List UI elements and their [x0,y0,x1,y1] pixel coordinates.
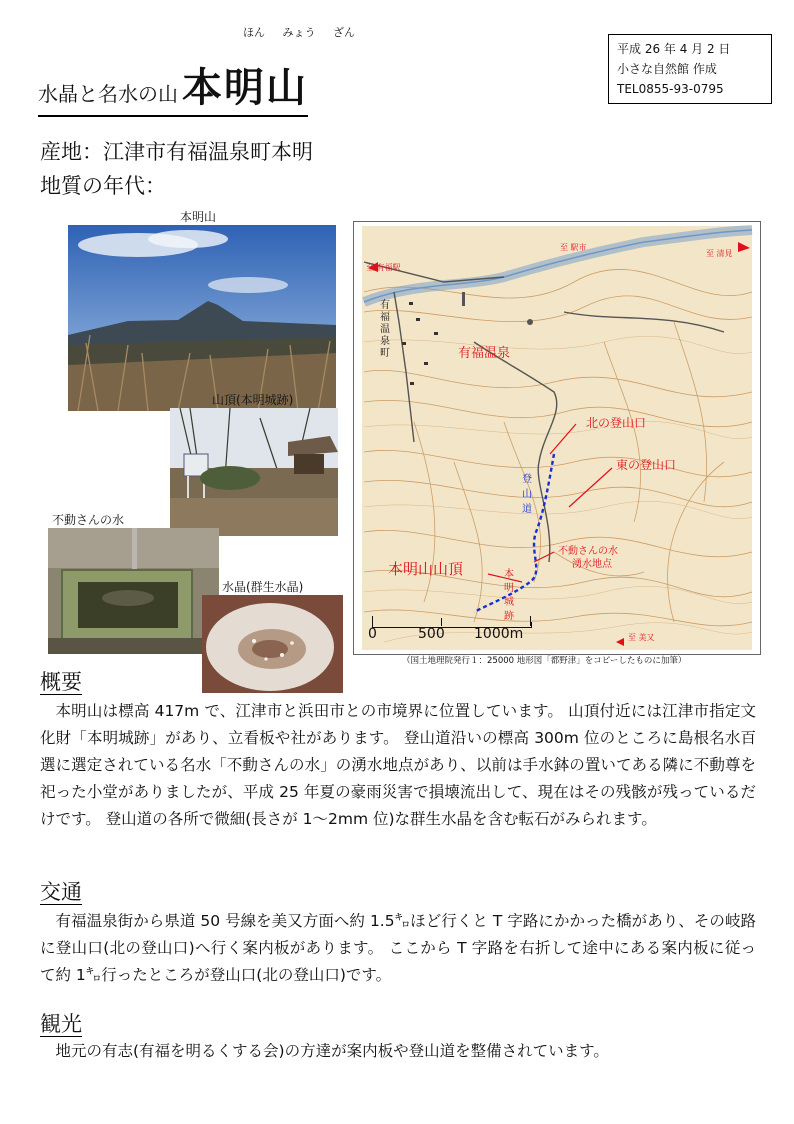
map-label-to-mimata: 至 美又 [628,633,655,642]
access-text: 有福温泉街から県道 50 号線を美又方面へ約 1.5㌔ほど行くと T 字路にかかった橋があり、その岐路に登山口(北の登山口)へ行く案内板があります。 ここから T 字路を右折して途中にある案内板に従って約 1㌔行ったところが登山口(北の登山口)です。 [40,912,756,984]
map-scale-1000: 1000m [474,626,524,642]
map-label-route: 登山道 [522,474,532,515]
info-date: 平成 26 年 4 月 2 日 [617,42,731,56]
map-label-fudo-water: 不動さんの水 [558,546,618,557]
crystal-photo [202,595,343,693]
map-label-to-arifuku: 至 有福駅 [366,263,401,272]
geologic-age-line: 地質の年代： [40,174,166,198]
map-label-east-trailhead: 東の登山口 [616,458,677,472]
locality-line: 産地：江津市有福温泉町本明 [40,140,313,164]
info-box [608,34,772,104]
map-scale-zero: 0 [368,626,377,642]
summit-photo [170,408,338,536]
map-source-note: （国土地理院発行１：25000 地形図「都野津」をコピーしたものに加筆） [402,656,687,666]
map-label-summit: 本明山山頂 [388,560,464,578]
summit-photo-caption: 山頂(本明城跡) [212,393,294,407]
water-photo-caption: 不動さんの水 [52,513,125,527]
page-title: 本明山 [182,65,308,111]
tourism-heading: 観光 [40,1012,82,1036]
title-furigana: ほん みょう ざん [243,26,355,39]
tourism-text: 地元の有志(有福を明るくする会)の方達が案内板や登山道を整備されています。 [55,1042,609,1060]
mountain-photo [68,225,336,411]
mountain-photo-caption: 本明山 [180,210,217,224]
info-author: 小さな自然館 作成 [617,62,717,76]
map-label-town: 有福温泉町 [380,300,390,359]
map-label-arifuku: 有福温泉 [458,346,511,361]
overview-text: 本明山は標高 417m で、江津市と浜田市との市境界に位置しています。 山頂付近には江津市指定文化財「本明城跡」があり、立看板や社があります。 登山道沿いの標高 300m 位のところに島根名水百選に選定されている名水「不動さんの水」の湧水地点があり、以前は手水鉢の置いてある隣に不動尊を祀った小堂がありましたが、平成 25 年夏の豪雨災害で損壊流出して、現在はその残骸が残っているだけです。 登山道の各所で微細(長さが 1～2mm 位)な群生水晶を含む転石がみられます。 [40,702,756,828]
map-scale-500: 500 [418,626,445,642]
map-label-castle: 本明城跡 [504,569,514,622]
access-heading: 交通 [40,880,82,904]
map-label-spring: 湧水地点 [572,559,612,570]
info-tel: TEL0855-93-0795 [617,82,724,96]
crystal-photo-caption: 水晶(群生水晶) [222,580,304,594]
map-label-to-kiyomi: 至 清見 [706,249,733,258]
subtitle: 水晶と名水の山 [38,82,178,106]
title-block [38,56,308,117]
overview-heading: 概要 [40,670,82,694]
map-label-north-trailhead: 北の登山口 [586,416,647,430]
map-label-to-station: 至 駅市 [560,243,587,252]
topographic-map [353,221,761,655]
fudo-water-photo [48,528,219,654]
